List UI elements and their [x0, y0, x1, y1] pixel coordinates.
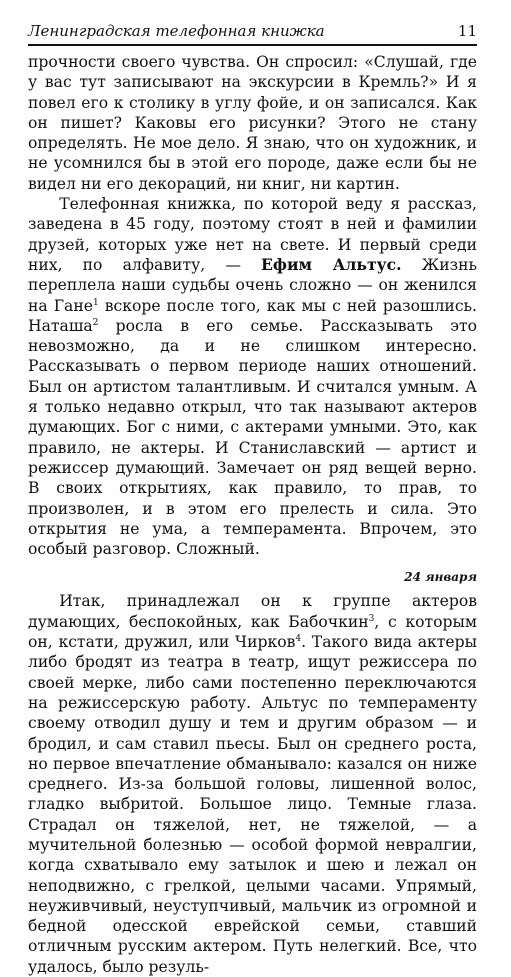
running-title: Ленинградская телефонная книжка — [28, 22, 325, 40]
paragraph-2 — [28, 194, 477, 559]
paragraph-2-text-c: вскоре после того, как мы с ней разошлись. Наташа — [28, 296, 478, 335]
running-header — [28, 22, 477, 46]
entry-date: 24 января — [404, 570, 477, 585]
paragraph-2-text-d: росла в его семье. Рассказывать это невозможно, да и не слишком интересно. Рассказывать о первом периоде наших отношений. Был он артистом талантливым. И считался умным. А я только недавно открыл, что так называют актеров думающих. Бог с ними, с актерами умными. Это, как правило, не актеры. И Станиславский — артист и режиссер думающий. Замечает он ряд вещей верно. В своих открытиях, как правило, то прав, то произволен, и в этом его прелесть и сила. Это открытия не ума, а темперамента. Впрочем, это особый разговор. Сложный. — [28, 316, 477, 559]
paragraph-1: прочности своего чувства. Он спросил: «Слушай, где у вас тут записывают на экскурсии в Кремль?» И я повел его к столику в углу фойе, и он записался. Как он пишет? Каковы его рисунки? Этого не стану определять. Не мое дело. Я знаю, что он художник, и не усомнился бы в этой его породе, даже если бы не видел ни его декораций, ни книг, ни картин. — [28, 53, 477, 193]
paragraph-3-text-c: . Такого вида актеры либо бродят из театра в театр, ищут режиссера по своей мерке, либо сами постепенно переключаются на режиссерскую работу. Альтус по темпераменту своему отводил душу и тем и другим образом — и бродил, и сам ставил пьесы. Был он среднего роста, но первое впечатление обманывало: казался он ниже среднего. Из-за большой головы, лишенной волос, гладко выбритой. Большое лицо. Темные глаза. Страдал он тяжелой, нет, не тяжелой, — а мучительной болезнью — особой формой невралгии, когда схватывало ему затылок и шею и лежал он неподвижно, с грелкой, целыми часами. Упрямый, неуживчивый, неуступчивый, мальчик из огромной и бедной одесской еврейской семьи, ставший отличным русским актером. Путь нелегкий. Все, что удалось, было резуль- — [28, 633, 477, 976]
paragraph-3-text-b: , с которым он, кстати, дружил, или Чирков — [28, 612, 478, 652]
page-number: 11 — [457, 22, 477, 40]
paragraph-2-text-a: Телефонная книжка, по которой веду я рассказ, заведена в 45 году, поэтому стоят в ней и фамилии друзей, которых уже нет на свете. И первый среди них, по алфавиту, — — [28, 195, 477, 274]
footnote-marker-1: 1 — [92, 297, 99, 308]
footnote-marker-2: 2 — [92, 317, 99, 328]
person-name-altus: Ефим Альтус. — [261, 254, 402, 274]
footnote-marker-3: 3 — [368, 613, 375, 624]
footnote-marker-4: 4 — [295, 633, 302, 644]
paragraph-3-text-a: Итак, принадлежал он к группе актеров думающих, беспокойных, как Бабочкин — [28, 592, 477, 631]
paragraph-3 — [28, 591, 477, 977]
body-text — [28, 52, 477, 977]
paragraph-2-text-b: Жизнь переплела наши судьбы очень сложно — он женился на Гане — [28, 255, 477, 315]
